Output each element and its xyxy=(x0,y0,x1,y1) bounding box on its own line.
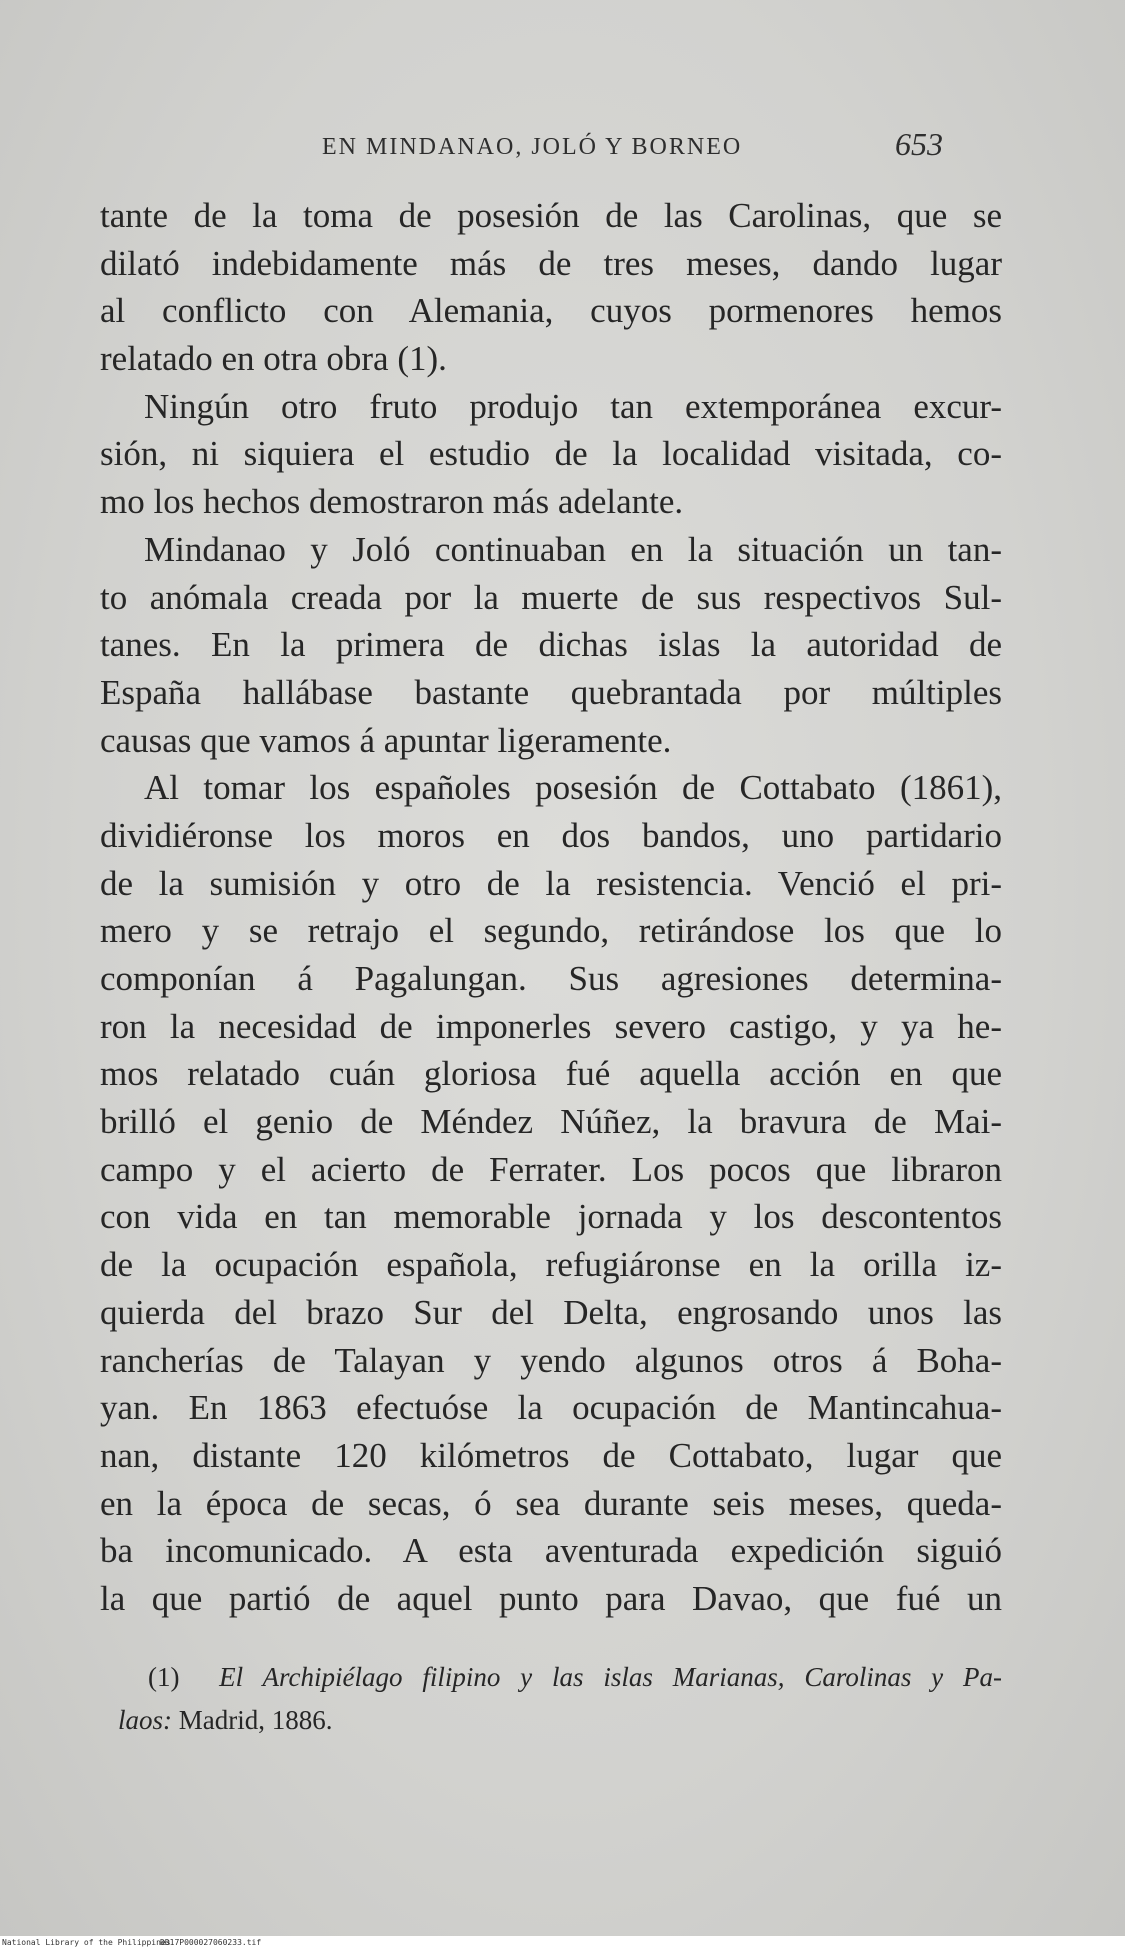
footnote-imprint: Madrid, 1886. xyxy=(178,1705,333,1735)
text-line: la que partió de aquel punto para Davao, que fué un xyxy=(100,1578,1002,1618)
scan-footer xyxy=(0,1936,1125,1950)
text-line: en la época de secas, ó sea durante seis meses, queda- xyxy=(100,1483,1002,1523)
running-head xyxy=(100,126,1000,166)
text-line: Ningún otro fruto produjo tan extemporánea excur- xyxy=(144,386,1002,426)
body-text xyxy=(100,192,1002,1623)
text-line: rancherías de Talayan y yendo algunos otros á Boha- xyxy=(100,1340,1002,1380)
footnote-marker: (1) xyxy=(148,1662,180,1692)
text-line: al conflicto con Alemania, cuyos pormenores hemos xyxy=(100,291,1002,331)
footnote xyxy=(118,1656,1002,1742)
text-line: yan. En 1863 efectuóse la ocupación de Mantincahua- xyxy=(100,1388,1002,1428)
footnote-line-2 xyxy=(118,1699,1002,1742)
footnote-title-continued: laos: xyxy=(118,1705,172,1735)
text-line: Al tomar los españoles posesión de Cottabato (1861), xyxy=(144,768,1002,808)
text-line: mos relatado cuán gloriosa fué aquella acción en que xyxy=(100,1054,1002,1094)
text-line: brilló el genio de Méndez Núñez, la bravura de Mai- xyxy=(100,1102,1002,1142)
text-line: to anómala creada por la muerte de sus respectivos Sul- xyxy=(100,577,1002,617)
text-line: campo y el acierto de Ferrater. Los pocos que libraron xyxy=(100,1149,1002,1189)
text-line: ba incomunicado. A esta aventurada expedición siguió xyxy=(100,1531,1002,1571)
text-line: relatado en otra obra (1). xyxy=(100,339,447,379)
text-line: tante de la toma de posesión de las Carolinas, que se xyxy=(100,196,1002,235)
text-line: con vida en tan memorable jornada y los descontentos xyxy=(100,1197,1002,1237)
scan-file-id: DD17P000027060233.tif xyxy=(160,1938,262,1947)
page-number: 653 xyxy=(895,126,943,162)
text-line: de la sumisión y otro de la resistencia. Venció el pri- xyxy=(100,863,1002,903)
text-line: Mindanao y Joló continuaban en la situación un tan- xyxy=(144,529,1002,569)
text-line: mo los hechos demostraron más adelante. xyxy=(100,482,684,522)
text-line: causas que vamos á apuntar ligeramente. xyxy=(100,720,672,760)
text-line: tanes. En la primera de dichas islas la autoridad de xyxy=(100,625,1002,665)
text-line: ron la necesidad de imponerles severo castigo, y ya he- xyxy=(100,1006,1002,1046)
text-line: sión, ni siquiera el estudio de la localidad visitada, co- xyxy=(100,434,1002,474)
footnote-title: El Archipiélago filipino y las islas Marianas, Carolinas y Pa- xyxy=(219,1662,1002,1692)
text-line: España hallábase bastante quebrantada por múltiples xyxy=(100,672,1002,712)
scan-library-label: National Library of the Philippines xyxy=(2,1938,171,1947)
text-line: quierda del brazo Sur del Delta, engrosando unos las xyxy=(100,1292,1002,1332)
text-line: dividiéronse los moros en dos bandos, uno partidario xyxy=(100,815,1002,855)
text-line: componían á Pagalungan. Sus agresiones determina- xyxy=(100,959,1002,998)
text-line: de la ocupación española, refugiáronse en la orilla iz- xyxy=(100,1245,1002,1285)
text-line: mero y se retrajo el segundo, retirándose los que lo xyxy=(100,911,1002,951)
running-title: EN MINDANAO, JOLÓ Y BORNEO xyxy=(322,134,743,160)
footnote-line-1 xyxy=(148,1656,1002,1699)
text-line: nan, distante 120 kilómetros de Cottabato, lugar que xyxy=(100,1435,1002,1475)
text-line: dilató indebidamente más de tres meses, dando lugar xyxy=(100,243,1002,283)
